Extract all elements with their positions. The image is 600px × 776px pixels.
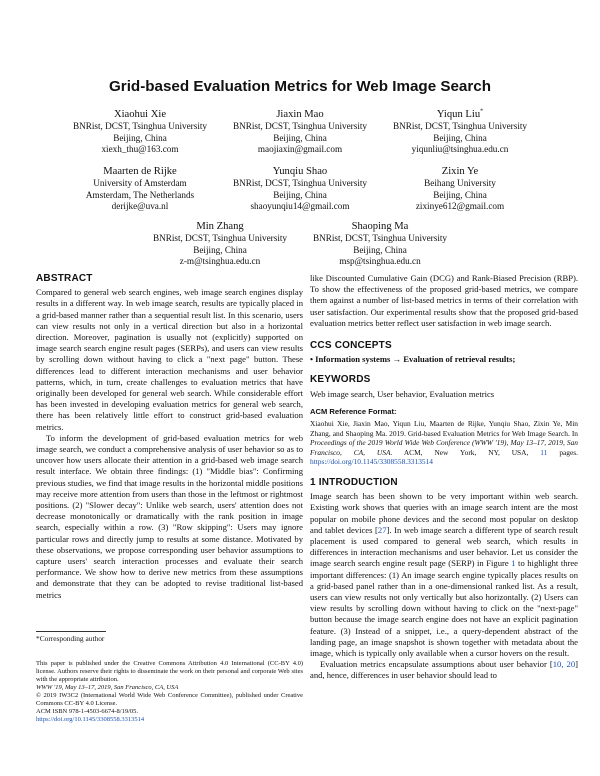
footnote-rule (36, 631, 106, 632)
author-block (210, 165, 390, 213)
abstract-paragraph: To inform the development of grid-based evaluation metrics for web image search, we conduct a comprehensive analysis of user behavior so as to uncover how users allocate their attention in a grid-based web image search result interface. We obtain three findings: (1) "Middle bias": Confirming previous studies, we find that image results in the horizontal middle positions may receive more attention from users than those in the leftmost or rightmost positions. (2) "Slower decay": Unlike web search, users' attention does not decrease monotonically or dramatically with the rank position in image search, especially within a row. (3) "Row skipping": Users may ignore particular rows and directly jump to results at some distance. Motivated by these observations, we propose corresponding user behavior assumptions to capture users' search interaction processes and evaluate their search performance. We show how to derive new metrics from these assumptions and demonstrate that they can be adopted to revise traditional list-based metrics (36, 432, 303, 600)
author-name: Maarten de Rijke (103, 166, 177, 177)
author-name: Yiqun Liu* (436, 108, 484, 120)
abstract-paragraph: Compared to general web search engines, web image search engines display results in a different way. In web image search, results are typically placed in a grid-based manner rather than a sequential result list. In this scenario, users can view results not only in a vertical direction but also in a horizontal direction. Moreover, pagination is usually not (explicitly) supported on image search search engine result pages (SERPs), and users can view results by scrolling down without having to click a "next page" button. These differences lead to different interaction mechanisms and user behavior patterns, which, in turn, create challenges to evaluation metrics that have originally been developed for general web search. While considerable effort has been invested in developing evaluation metrics for general web search, there has been relatively little effort to construct grid-based evaluation metrics. (36, 287, 303, 432)
author-name: Yunqiu Shao (272, 166, 328, 177)
author-block (370, 108, 550, 156)
doi-link[interactable]: https://doi.org/10.1145/3308558.3313514 (36, 716, 145, 723)
license-text: This paper is published under the Creative Commons Attribution 4.0 International (CC-BY 4.0) license. Authors reserve their rights to disseminate the work on their personal and corporate Web sites with the appropriate attribution. (36, 660, 303, 683)
citation-link[interactable]: 10, 20 (552, 659, 576, 670)
reference-pages-count: 11 (540, 447, 548, 457)
citation-link[interactable]: 27 (377, 524, 387, 535)
author-email: xiexh_thu@163.com (101, 144, 179, 155)
paper-title: Grid-based Evaluation Metrics for Web Image Search (108, 78, 492, 95)
author-block (210, 108, 390, 156)
author-name: Xiaohui Xie (113, 109, 167, 120)
author-block (50, 108, 230, 156)
author-affiliation: BNRist, DCST, Tsinghua University (232, 178, 368, 188)
author-affiliation: Beihang University (424, 178, 496, 188)
reference-doi-link[interactable]: https://doi.org/10.1145/3308558.3313514 (310, 457, 433, 467)
author-affiliation: BNRist, DCST, Tsinghua University (152, 233, 288, 243)
author-location: Beijing, China (353, 244, 407, 255)
intro-paragraph: Evaluation metrics encapsulate assumptions about user behavior [10, 20] and, hence, differences in user behavior should lead to (310, 659, 579, 681)
author-affiliation: BNRist, DCST, Tsinghua University (72, 121, 208, 131)
license-block (36, 660, 303, 724)
introduction-heading: 1 INTRODUCTION (310, 477, 398, 488)
author-email: maojiaxin@gmail.com (257, 144, 343, 155)
author-email: yiqunliu@tsinghua.edu.cn (411, 144, 509, 155)
keywords-heading: KEYWORDS (310, 374, 371, 386)
author-location: Beijing, China (193, 244, 247, 255)
author-email: msp@tsinghua.edu.cn (339, 256, 421, 267)
author-affiliation: BNRist, DCST, Tsinghua University (392, 121, 528, 131)
ccs-item: • Information systems → Evaluation of retrieval results; (310, 354, 516, 365)
abstract-paragraph: like Discounted Cumulative Gain (DCG) and Rank-Biased Precision (RBP). To show the effectiveness of the proposed grid-based metrics, we compare them against a number of list-based metrics in terms of their correlation with user satisfaction. Our experimental results show that the proposed grid-based evaluation metrics better reflect user satisfaction in web image search. (310, 273, 578, 328)
keywords-text: Web image search, User behavior, Evaluation metrics (310, 388, 495, 399)
reference-heading: ACM Reference Format: (310, 406, 397, 416)
author-location: Beijing, China (433, 132, 487, 143)
corresponding-author-note: *Corresponding author (36, 634, 105, 643)
author-location: Amsterdam, The Netherlands (85, 189, 195, 200)
author-block (370, 165, 550, 213)
author-affiliation: BNRist, DCST, Tsinghua University (312, 233, 448, 243)
reference-text: Xiaohui Xie, Jiaxin Mao, Yiqun Liu, Maarten de Rijke, Yunqiu Shao, Zixin Ye, Min Zhang, and Shaoping Ma. 2019. Grid-based Evaluation Metrics for Web Image Search. In Proceedings of the 2019 World Wide Web Conference (WWW '19), May 13–17, 2019, San Francisco, CA, USA. ACM, New York, NY, USA, 11 pages. https://doi.org/10.1145/3308558.3313514 (310, 419, 578, 467)
author-name: Zixin Ye (441, 166, 479, 177)
author-email: z-m@tsinghua.edu.cn (179, 256, 261, 267)
right-column (310, 273, 578, 682)
corresponding-footnote (36, 634, 303, 644)
ccs-heading: CCS CONCEPTS (310, 340, 392, 352)
author-location: Beijing, China (433, 189, 487, 200)
author-email: shaoyunqiu14@gmail.com (250, 201, 350, 212)
corresponding-mark: * (480, 108, 484, 115)
intro-paragraph: Image search has been shown to be very important within web search. Existing work shows that queries with an image search intent are the most popular on mobile phone devices and the second most popular on desktop and tablet devices [27]. In web image search a different type of search result placement is used compared to general web search, which results in differences in interaction mechanisms and user behavior. Let us consider the image search search engine result page (SERP) in Figure 1 to highlight three important differences: (1) An image search engine typically places results on a grid-based panel rather than in a one-dimensional ranked list. As a result, users can view results not only vertically but also horizontally. (2) Users can view results by scrolling down without having to click on the "next-page" button because the image search engine does not have an explicit pagination feature. (3) Instead of a snippet, i.e., a query-dependent abstract of the landing page, an image snapshot is shown together with metadata about the image, which is typically only available when a cursor hovers on the result. (310, 491, 578, 659)
author-name: Min Zhang (196, 221, 244, 232)
author-affiliation: University of Amsterdam (93, 178, 187, 188)
figure-link[interactable]: 1 (511, 558, 516, 569)
left-column (36, 273, 303, 601)
copyright-text: © 2019 IW3C2 (International World Wide Web Conference Committee), published under Creative Commons CC-BY 4.0 License. (36, 692, 303, 707)
author-name: Shaoping Ma (351, 221, 409, 232)
author-name: Jiaxin Mao (276, 109, 324, 120)
venue-text: WWW '19, May 13–17, 2019, San Francisco, CA, USA (36, 684, 179, 691)
author-email: zixinye612@gmail.com (415, 201, 505, 212)
author-email: derijke@uva.nl (111, 201, 169, 212)
author-location: Beijing, China (273, 132, 327, 143)
author-location: Beijing, China (113, 132, 167, 143)
author-block (50, 165, 230, 213)
author-block (290, 220, 470, 268)
author-block (130, 220, 310, 268)
abstract-heading: ABSTRACT (36, 273, 93, 284)
author-affiliation: BNRist, DCST, Tsinghua University (232, 121, 368, 131)
isbn-text: ACM ISBN 978-1-4503-6674-8/19/05. (36, 708, 139, 715)
author-location: Beijing, China (273, 189, 327, 200)
